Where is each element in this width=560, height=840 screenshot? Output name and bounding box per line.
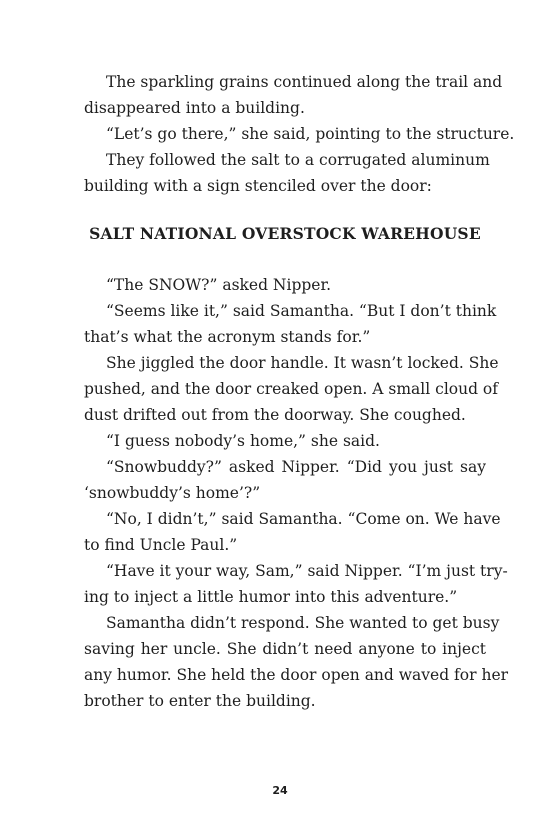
text-line: “Let’s go there,” she said, pointing to the structure. [106,125,515,143]
text-line: “I guess nobody’s home,” she said. [106,432,380,450]
text-line: that’s what the acronym stands for.” [84,328,371,346]
text-line: pushed, and the door creaked open. A small cloud of [84,380,499,398]
text-line: The sparkling grains continued along the trail and [106,73,503,91]
text-line: brother to enter the building. [84,692,316,710]
text-line: saving her uncle. She didn’t need anyone to inject [84,640,486,658]
text-line: ‘snowbuddy’s home’?” [84,484,261,502]
text-line: “Have it your way, Sam,” said Nipper. “I’m just try- [106,562,508,580]
text-line: ing to inject a little humor into this adventure.” [84,588,458,606]
text-line: building with a sign stenciled over the door: [84,177,432,195]
page-number: 24 [272,784,288,797]
text-line: “Seems like it,” said Samantha. “But I don’t think [106,302,497,320]
text-line: dust drifted out from the doorway. She coughed. [84,406,466,424]
text-line: “The SNOW?” asked Nipper. [106,276,332,294]
text-line: Samantha didn’t respond. She wanted to get busy [106,614,500,632]
text-line: “No, I didn’t,” said Samantha. “Come on. We have [106,510,501,528]
text-line: She jiggled the door handle. It wasn’t locked. She [106,354,499,372]
text-line: any humor. She held the door open and waved for her [84,666,509,684]
sign-heading: SALT NATIONAL OVERSTOCK WAREHOUSE [89,224,481,243]
text-line: They followed the salt to a corrugated aluminum [106,151,490,169]
text-line: disappeared into a building. [84,99,305,117]
text-line: “Snowbuddy?” asked Nipper. “Did you just say [106,458,486,476]
text-line: to find Uncle Paul.” [84,536,238,554]
